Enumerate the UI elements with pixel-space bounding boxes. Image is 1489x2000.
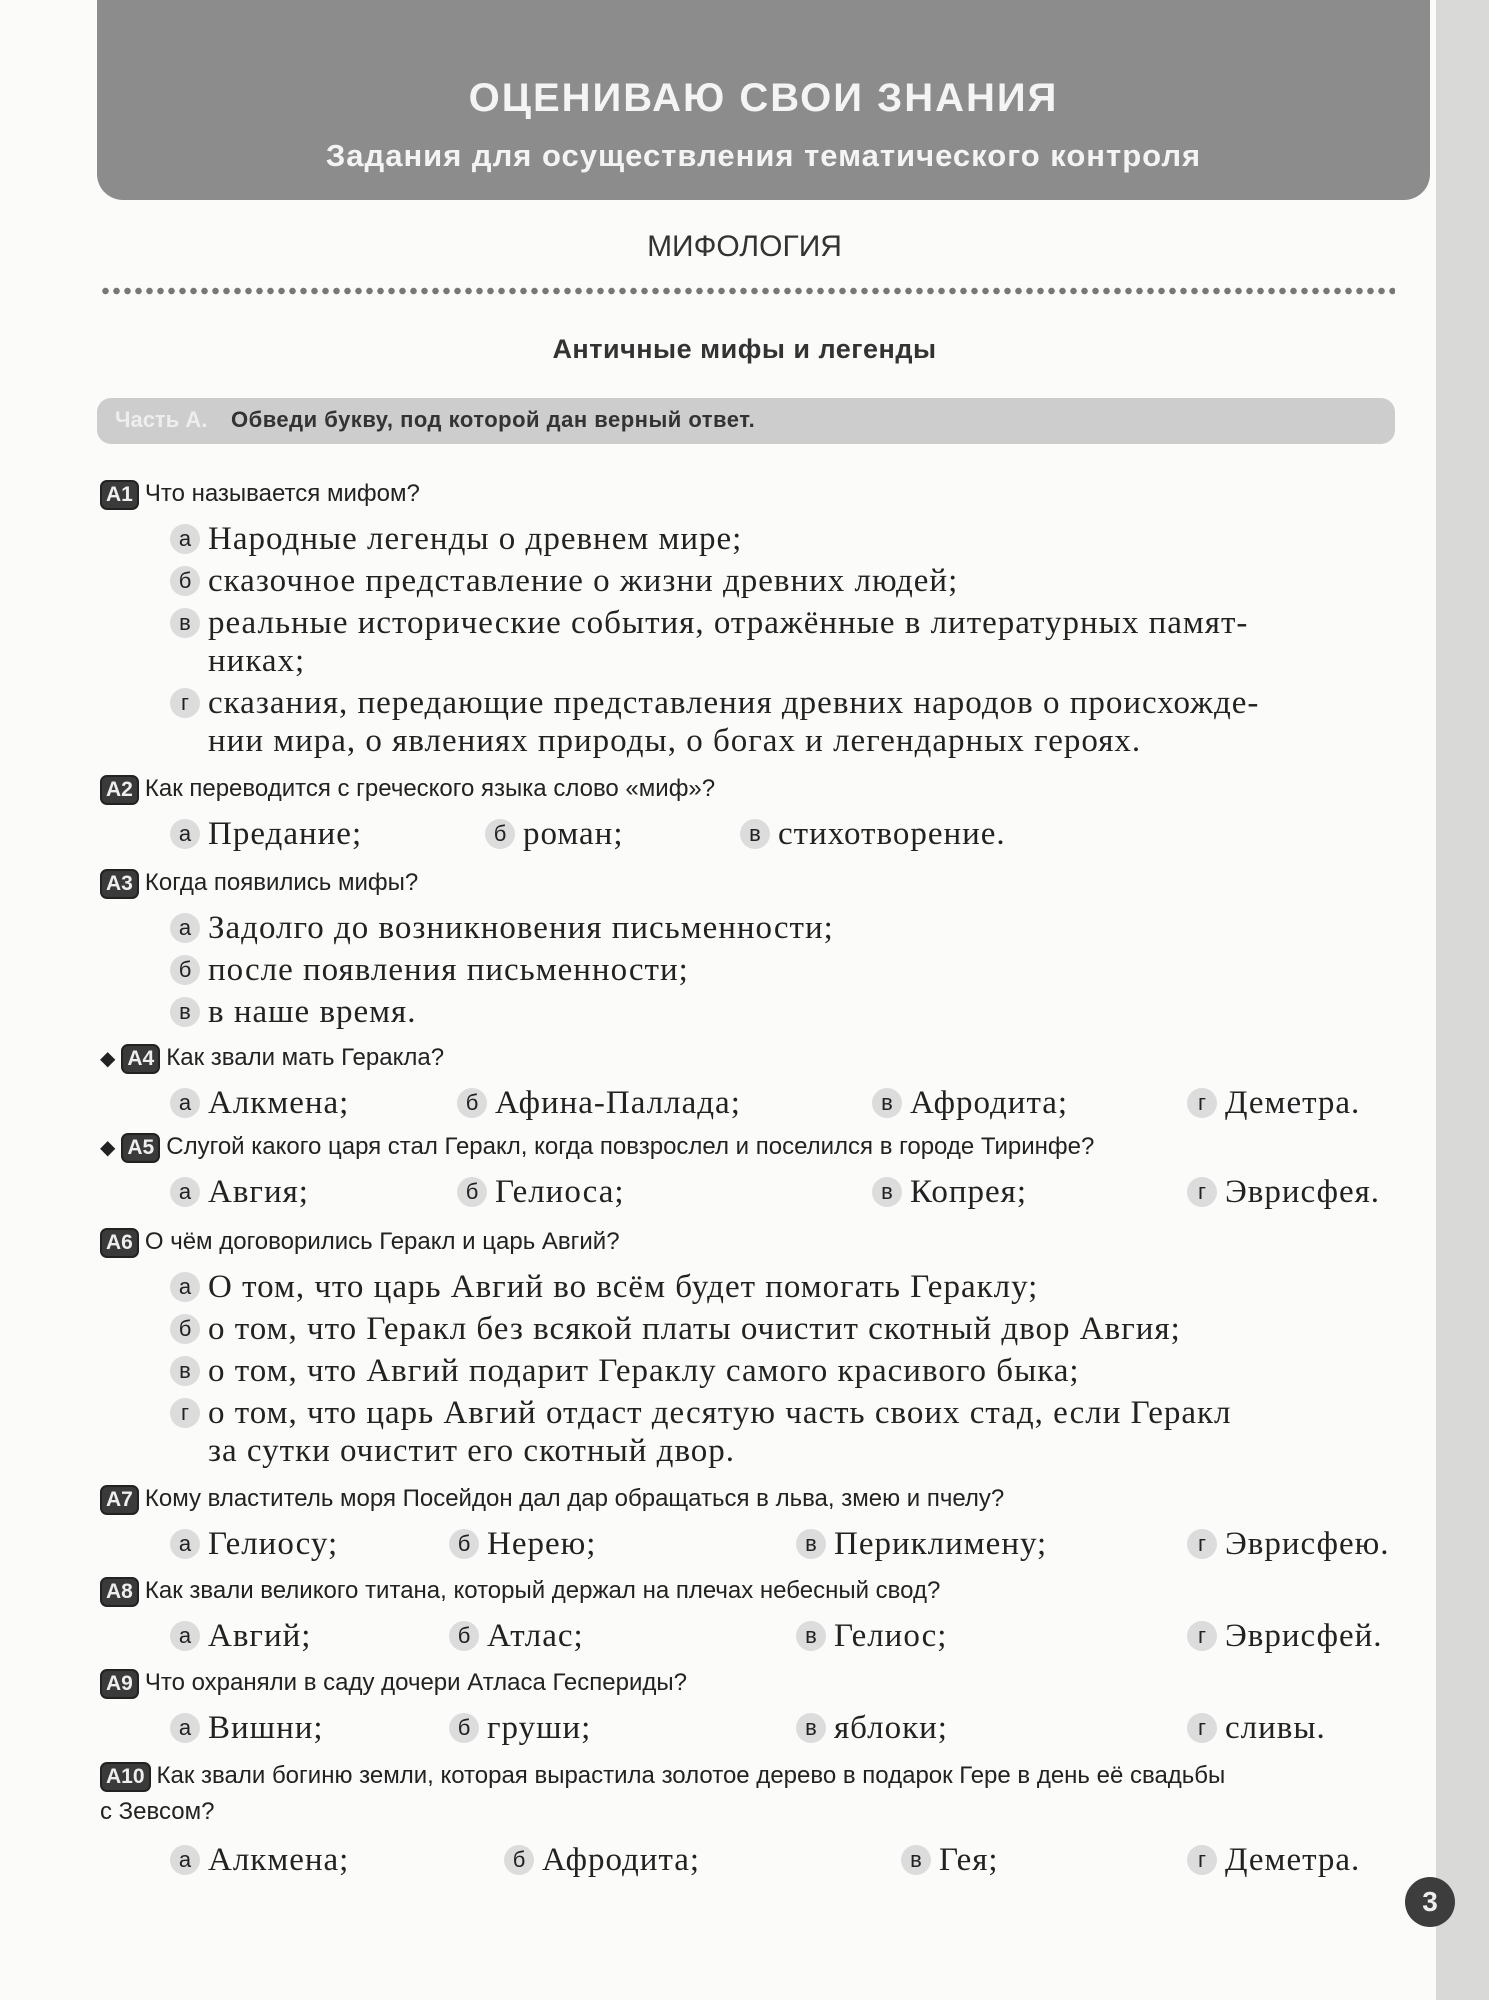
answer-option[interactable] <box>872 1174 1027 1211</box>
question-line <box>100 1044 444 1074</box>
option-letter[interactable]: г <box>1187 1529 1217 1559</box>
option-letter[interactable]: в <box>872 1177 902 1207</box>
option-text: Гея; <box>939 1842 999 1878</box>
question-line <box>100 1577 940 1607</box>
question-badge: А9 <box>100 1669 139 1699</box>
option-letter[interactable]: б <box>170 566 200 596</box>
option-text: груши; <box>487 1710 592 1746</box>
question-badge: А2 <box>100 775 139 805</box>
answer-option[interactable] <box>170 1395 1232 1432</box>
question-badge: А4 <box>121 1044 160 1074</box>
question-text: Что называется мифом? <box>144 480 420 507</box>
option-letter[interactable]: в <box>872 1088 902 1118</box>
option-text: Афина-Паллада; <box>495 1085 741 1121</box>
option-text: Алкмена; <box>208 1842 350 1878</box>
option-letter[interactable]: г <box>1187 1177 1217 1207</box>
option-letter[interactable]: б <box>449 1529 479 1559</box>
answer-option[interactable] <box>170 1174 309 1211</box>
question-text: Слугой какого царя стал Геракл, когда повзрослел и поселился в городе Тиринфе? <box>166 1133 1095 1160</box>
option-letter[interactable]: г <box>1187 1088 1217 1118</box>
option-text-continued: никах; <box>208 643 306 679</box>
option-letter[interactable]: б <box>449 1621 479 1651</box>
diamond-icon: ◆ <box>100 1048 116 1070</box>
header-banner <box>97 0 1430 200</box>
answer-option[interactable] <box>872 1085 1068 1122</box>
answer-option[interactable] <box>449 1710 591 1747</box>
option-text: Задолго до возникновения письменности; <box>208 910 834 946</box>
answer-option[interactable] <box>1187 1085 1360 1122</box>
option-letter[interactable]: б <box>504 1845 534 1875</box>
part-instruction: Обведи букву, под которой дан верный ответ. <box>231 407 756 432</box>
answer-option[interactable] <box>740 816 1006 853</box>
option-letter[interactable]: б <box>457 1088 487 1118</box>
option-letter[interactable]: в <box>901 1845 931 1875</box>
option-letter[interactable]: а <box>170 1177 200 1207</box>
question-badge: А8 <box>100 1577 139 1607</box>
dotted-divider <box>100 286 1395 296</box>
option-letter[interactable]: в <box>796 1713 826 1743</box>
option-text: Эврисфею. <box>1225 1526 1390 1562</box>
option-text: Вишни; <box>208 1710 324 1746</box>
option-text: о том, что Геракл без всякой платы очистит скотный двор Авгия; <box>208 1311 1181 1347</box>
option-text-continued: нии мира, о явлениях природы, о богах и легендарных героях. <box>208 723 1142 759</box>
answer-option[interactable] <box>796 1710 948 1747</box>
question-text: Как переводится с греческого языка слово «миф»? <box>144 775 716 802</box>
option-text: Деметра. <box>1225 1085 1361 1121</box>
answer-option[interactable] <box>170 1618 311 1655</box>
option-letter[interactable]: в <box>796 1621 826 1651</box>
question-line <box>100 1485 1004 1515</box>
header-title: ОЦЕНИВАЮ СВОИ ЗНАНИЯ <box>468 76 1059 120</box>
answer-option[interactable] <box>170 563 958 600</box>
answer-option[interactable] <box>796 1526 1047 1563</box>
answer-option[interactable] <box>449 1526 596 1563</box>
option-text: Гелиосу; <box>208 1526 339 1562</box>
option-text: О том, что царь Авгий во всём будет помогать Гераклу; <box>208 1269 1039 1305</box>
option-letter[interactable]: в <box>796 1529 826 1559</box>
answer-option[interactable] <box>170 521 742 558</box>
answer-option[interactable] <box>170 1085 349 1122</box>
option-letter[interactable]: в <box>170 1356 200 1386</box>
answer-option[interactable] <box>170 605 1248 642</box>
option-text: Афродита; <box>542 1842 701 1878</box>
header-subtitle: Задания для осуществления тематического контроля <box>325 138 1202 173</box>
answer-option[interactable] <box>457 1174 625 1211</box>
option-text: после появления письменности; <box>208 952 689 988</box>
option-letter[interactable]: г <box>170 688 200 718</box>
answer-option[interactable] <box>170 1526 338 1563</box>
option-letter[interactable]: в <box>740 819 770 849</box>
option-letter[interactable]: б <box>457 1177 487 1207</box>
answer-option[interactable] <box>1187 1526 1390 1563</box>
option-letter[interactable]: б <box>170 1314 200 1344</box>
option-text: в наше время. <box>208 994 417 1030</box>
question-line <box>100 1228 620 1258</box>
option-letter[interactable]: г <box>1187 1713 1217 1743</box>
option-letter[interactable]: а <box>170 1272 200 1302</box>
question-text: Как звали богиню земли, которая вырастила золотое дерево в подарок Гере в день её свадьбы <box>156 1762 1226 1789</box>
answer-option[interactable] <box>1187 1174 1380 1211</box>
part-label: Часть А. <box>115 407 208 432</box>
option-text: Деметра. <box>1225 1842 1361 1878</box>
option-text: реальные исторические события, отражённые в литературных памят- <box>208 605 1249 641</box>
topic-title: Античные мифы и легенды <box>552 334 937 364</box>
question-badge: А3 <box>100 869 139 899</box>
option-text-continued: за сутки очистит его скотный двор. <box>208 1433 736 1469</box>
option-text: Гелиоса; <box>495 1174 625 1210</box>
option-letter[interactable]: г <box>1187 1621 1217 1651</box>
question-text: Как звали великого титана, который держал на плечах небесный свод? <box>144 1577 941 1604</box>
answer-option[interactable] <box>796 1618 947 1655</box>
answer-option[interactable] <box>1187 1618 1383 1655</box>
answer-option[interactable] <box>170 1353 1080 1390</box>
answer-option[interactable] <box>170 994 417 1031</box>
option-text: Эврисфея. <box>1225 1174 1381 1210</box>
question-text: Как звали мать Геракла? <box>166 1044 445 1071</box>
option-text: стихотворение. <box>778 816 1006 852</box>
option-text: сливы. <box>1225 1710 1326 1746</box>
option-letter[interactable]: а <box>170 1529 200 1559</box>
option-letter[interactable]: а <box>170 1621 200 1651</box>
question-line <box>100 1133 1094 1163</box>
option-text: Нерею; <box>487 1526 597 1562</box>
option-text: о том, что царь Авгий отдаст десятую часть своих стад, если Геракл <box>208 1395 1232 1431</box>
option-letter[interactable]: г <box>170 1398 200 1428</box>
answer-option[interactable] <box>170 1269 1038 1306</box>
option-text: Эврисфей. <box>1225 1618 1383 1654</box>
option-letter[interactable]: а <box>170 1088 200 1118</box>
question-text-continued: с Зевсом? <box>100 1798 215 1825</box>
option-letter[interactable]: а <box>170 1845 200 1875</box>
question-badge: А7 <box>100 1485 139 1515</box>
answer-option[interactable] <box>170 1710 324 1747</box>
option-text: яблоки; <box>834 1710 948 1746</box>
answer-option[interactable] <box>170 1311 1181 1348</box>
question-line <box>100 775 715 805</box>
option-text: Гелиос; <box>834 1618 948 1654</box>
answer-option[interactable] <box>901 1842 999 1879</box>
answer-option[interactable] <box>170 952 689 989</box>
part-instruction-bar <box>97 398 1395 444</box>
diamond-icon: ◆ <box>100 1137 116 1159</box>
option-text: Предание; <box>208 816 363 852</box>
answer-option[interactable] <box>170 910 834 947</box>
option-letter[interactable]: а <box>170 524 200 554</box>
answer-option[interactable] <box>485 816 624 853</box>
option-text: Афродита; <box>910 1085 1069 1121</box>
answer-option[interactable] <box>170 685 1259 722</box>
option-letter[interactable]: а <box>170 819 200 849</box>
question-line <box>100 869 418 899</box>
answer-option[interactable] <box>170 816 362 853</box>
option-text: о том, что Авгий подарит Гераклу самого красивого быка; <box>208 1353 1080 1389</box>
question-line <box>100 1669 687 1699</box>
option-text: Периклимену; <box>834 1526 1048 1562</box>
option-letter[interactable]: б <box>170 955 200 985</box>
option-letter[interactable]: в <box>170 997 200 1027</box>
question-text: Что охраняли в саду дочери Атласа Геспериды? <box>144 1669 687 1696</box>
option-letter[interactable]: г <box>1187 1845 1217 1875</box>
answer-option[interactable] <box>1187 1842 1360 1879</box>
answer-option[interactable] <box>170 1842 349 1879</box>
option-text: Копрея; <box>910 1174 1028 1210</box>
page-edge <box>1436 0 1489 2000</box>
answer-option[interactable] <box>457 1085 741 1122</box>
option-text: сказания, передающие представления древних народов о происхожде- <box>208 685 1260 721</box>
option-text: Народные легенды о древнем мире; <box>208 521 743 557</box>
option-letter[interactable]: а <box>170 913 200 943</box>
option-text: Атлас; <box>487 1618 584 1654</box>
question-text: Кому властитель моря Посейдон дал дар обращаться в льва, змею и пчелу? <box>144 1485 1005 1512</box>
question-text: Когда появились мифы? <box>144 869 419 896</box>
option-letter[interactable]: а <box>170 1713 200 1743</box>
answer-option[interactable] <box>504 1842 700 1879</box>
answer-option[interactable] <box>1187 1710 1326 1747</box>
option-text: роман; <box>523 816 624 852</box>
option-letter[interactable]: б <box>449 1713 479 1743</box>
question-line <box>100 1762 1225 1792</box>
option-text: Авгия; <box>208 1174 309 1210</box>
question-line <box>100 480 420 510</box>
option-letter[interactable]: б <box>485 819 515 849</box>
option-text: Авгий; <box>208 1618 312 1654</box>
option-text: Алкмена; <box>208 1085 350 1121</box>
question-text: О чём договорились Геракл и царь Авгий? <box>144 1228 620 1255</box>
question-badge: А5 <box>121 1133 160 1163</box>
question-badge: А1 <box>100 480 139 510</box>
answer-option[interactable] <box>449 1618 584 1655</box>
question-badge: А10 <box>100 1762 151 1792</box>
option-letter[interactable]: в <box>170 608 200 638</box>
page-number: 3 <box>1405 1877 1455 1927</box>
option-text: сказочное представление о жизни древних людей; <box>208 563 959 599</box>
question-badge: А6 <box>100 1228 139 1258</box>
section-title: МИФОЛОГИЯ <box>647 230 842 263</box>
